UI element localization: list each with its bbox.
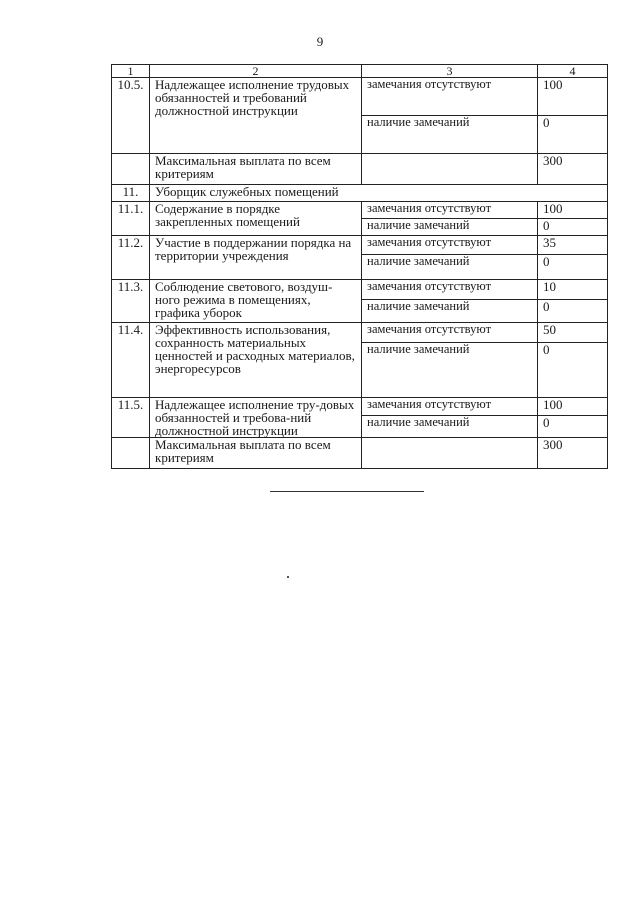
condition-text: замечания отсутствуют [362, 236, 538, 255]
criterion-name: Участие в поддержании порядка на территории учреждения [150, 236, 362, 280]
criteria-table [111, 64, 608, 469]
column-number-2: 2 [150, 65, 362, 78]
points-value: 0 [538, 255, 608, 280]
points-value: 0 [538, 219, 608, 236]
points-value: 100 [538, 202, 608, 219]
scan-speck [287, 576, 289, 578]
table-row [112, 438, 608, 469]
table-row [112, 78, 608, 116]
table-row [112, 202, 608, 219]
row-number: 11.5. [112, 398, 150, 438]
condition-text: наличие замечаний [362, 116, 538, 154]
points-value: 10 [538, 280, 608, 300]
page-number: 9 [316, 34, 324, 49]
condition-text: замечания отсутствуют [362, 398, 538, 416]
criterion-name: Содержание в порядке закрепленных помещений [150, 202, 362, 236]
condition-text: замечания отсутствуют [362, 280, 538, 300]
section-heading-row [112, 185, 608, 202]
condition-text: наличие замечаний [362, 416, 538, 438]
criterion-name: Эффективность использования, сохранность материальных ценностей и расходных материалов, энергоресурсов [150, 323, 362, 398]
empty-cell [112, 438, 150, 469]
criterion-name: Надлежащее исполнение трудовых обязанностей и требований должностной инструкции [150, 78, 362, 154]
points-value: 100 [538, 78, 608, 116]
points-value: 0 [538, 343, 608, 398]
points-value: 0 [538, 416, 608, 438]
section-number: 11. [112, 185, 150, 202]
column-number-3: 3 [362, 65, 538, 78]
row-number: 11.1. [112, 202, 150, 236]
condition-text: наличие замечаний [362, 219, 538, 236]
empty-cell [362, 154, 538, 185]
column-number-1: 1 [112, 65, 150, 78]
row-number: 11.2. [112, 236, 150, 280]
section-title: Уборщик служебных помещений [150, 185, 608, 202]
max-payout-label: Максимальная выплата по всем критериям [150, 154, 362, 185]
table-row [112, 236, 608, 255]
condition-text: наличие замечаний [362, 300, 538, 323]
condition-text: замечания отсутствуют [362, 323, 538, 343]
condition-text: замечания отсутствуют [362, 202, 538, 219]
separator-line [270, 491, 424, 492]
points-value: 100 [538, 398, 608, 416]
table-header-row [112, 65, 608, 78]
empty-cell [362, 438, 538, 469]
points-value: 50 [538, 323, 608, 343]
condition-text: замечания отсутствуют [362, 78, 538, 116]
condition-text: наличие замечаний [362, 255, 538, 280]
column-number-4: 4 [538, 65, 608, 78]
max-payout-value: 300 [538, 438, 608, 469]
criterion-name: Соблюдение светового, воздуш-ного режима в помещениях, графика уборок [150, 280, 362, 323]
row-number: 10.5. [112, 78, 150, 154]
table-row [112, 323, 608, 343]
table-row [112, 280, 608, 300]
table-row [112, 398, 608, 416]
max-payout-value: 300 [538, 154, 608, 185]
points-value: 0 [538, 300, 608, 323]
table-row [112, 154, 608, 185]
points-value: 35 [538, 236, 608, 255]
row-number: 11.3. [112, 280, 150, 323]
row-number: 11.4. [112, 323, 150, 398]
points-value: 0 [538, 116, 608, 154]
condition-text: наличие замечаний [362, 343, 538, 398]
max-payout-label: Максимальная выплата по всем критериям [150, 438, 362, 469]
empty-cell [112, 154, 150, 185]
criterion-name: Надлежащее исполнение тру-довых обязанностей и требова-ний должностной инструкции [150, 398, 362, 438]
